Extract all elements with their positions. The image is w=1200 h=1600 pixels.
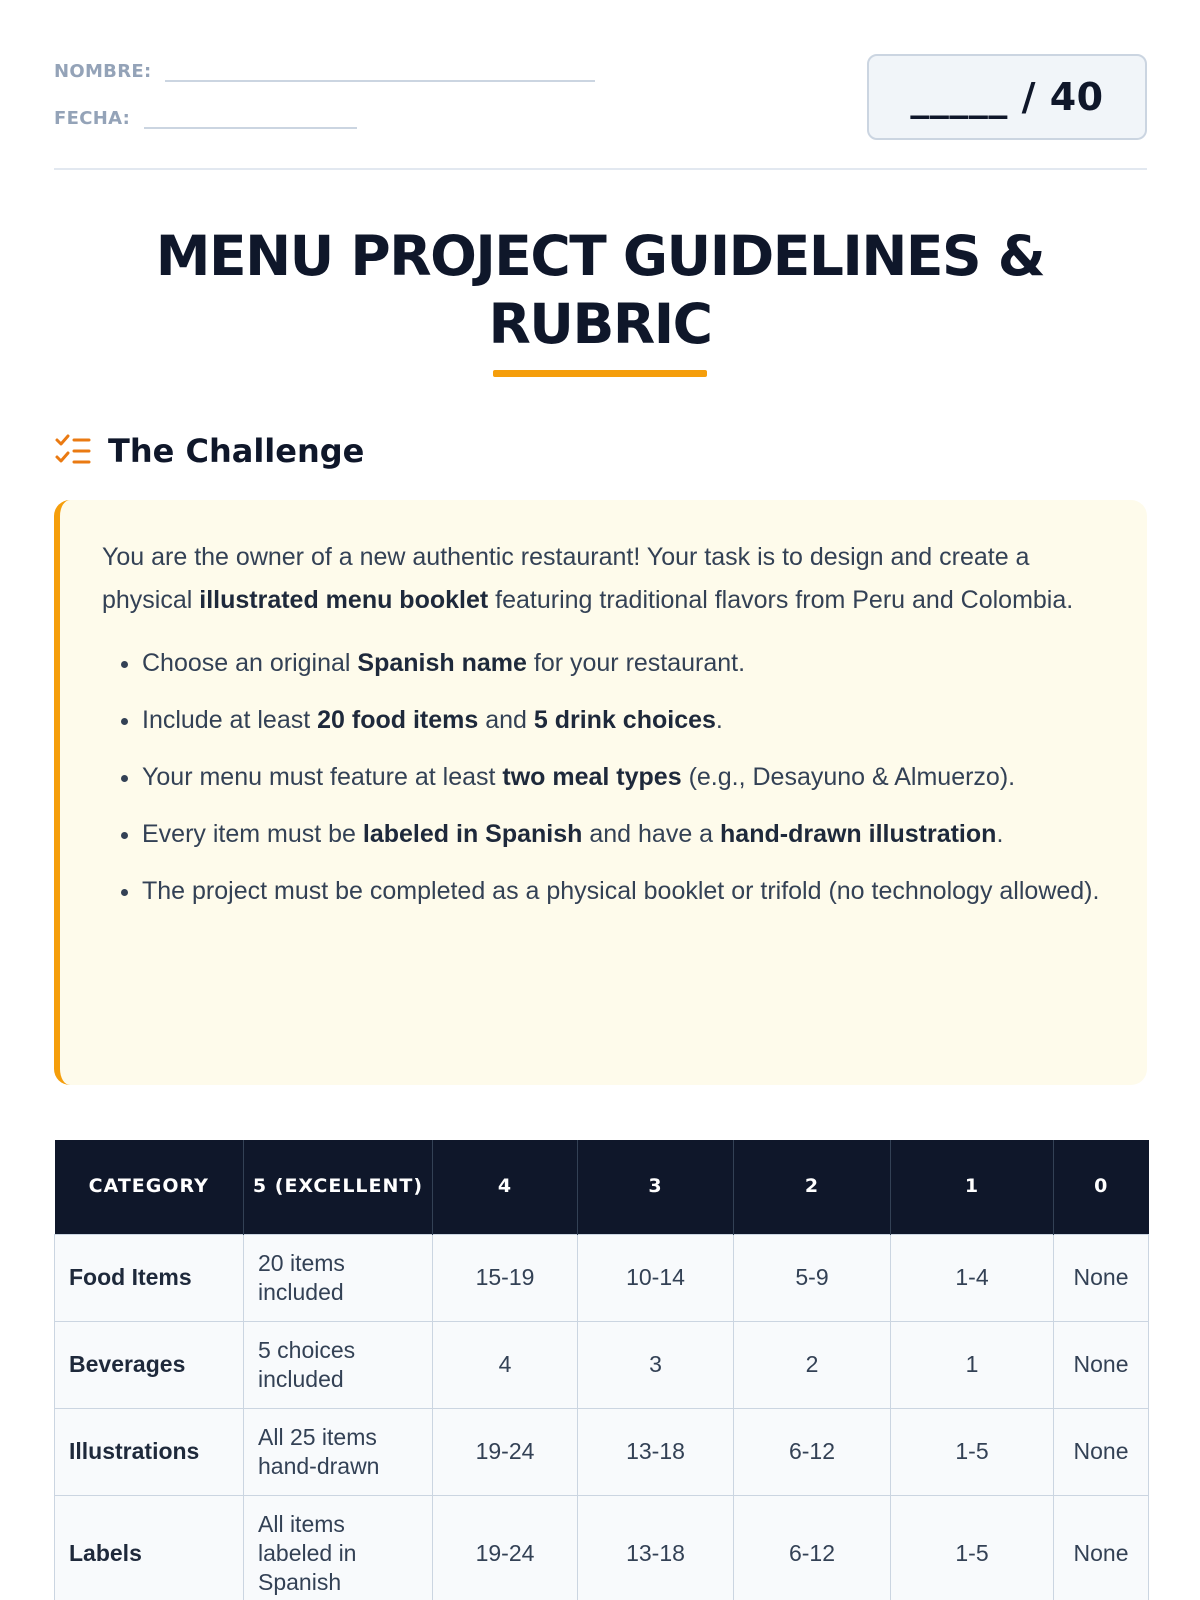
table-cell: 6-12 (734, 1408, 891, 1495)
header-score-0: 0 (1054, 1140, 1149, 1234)
requirements-list (102, 642, 1107, 913)
category-cell: Illustrations (55, 1408, 244, 1495)
title-underline (493, 370, 707, 377)
text-segment: for your restaurant. (526, 649, 746, 677)
category-cell: Beverages (55, 1321, 244, 1408)
emphasis-text: 20 food items (317, 706, 479, 734)
score-text: _____ / 40 (910, 75, 1104, 119)
header-score-4: 4 (433, 1140, 578, 1234)
header-score-2: 2 (734, 1140, 891, 1234)
requirement-item (142, 699, 1107, 742)
emphasis-text: hand-drawn illustration (720, 820, 997, 848)
text-segment: (e.g., Desayuno & Almuerzo). (681, 763, 1016, 791)
text-segment: The project must be completed as a physical booklet or trifold (no technology allowed). (142, 877, 1100, 905)
table-cell: 3 (578, 1321, 734, 1408)
table-cell: All items labeled in Spanish (244, 1495, 433, 1600)
emphasis-text: two meal types (502, 763, 682, 791)
table-cell: 19-24 (433, 1495, 578, 1600)
table-row (55, 1321, 1149, 1408)
header-score-5: 5 (EXCELLENT) (244, 1140, 433, 1234)
page-title-line-1: MENU PROJECT GUIDELINES & (155, 224, 1045, 288)
table-cell: None (1054, 1408, 1149, 1495)
name-label: NOMBRE: (54, 61, 152, 82)
table-cell: 13-18 (578, 1495, 734, 1600)
text-segment: . (715, 706, 723, 734)
table-cell: 1-4 (891, 1234, 1054, 1321)
table-cell: 2 (734, 1321, 891, 1408)
challenge-callout (54, 500, 1147, 1085)
name-line[interactable] (165, 60, 595, 82)
text-segment: . (996, 820, 1004, 848)
date-line[interactable] (144, 107, 357, 129)
table-row (55, 1408, 1149, 1495)
table-cell: 6-12 (734, 1495, 891, 1600)
emphasis-text: 5 drink choices (533, 706, 716, 734)
table-cell: None (1054, 1321, 1149, 1408)
section-title: The Challenge (108, 432, 365, 470)
requirement-item (142, 813, 1107, 856)
table-row (55, 1495, 1149, 1600)
category-cell: Labels (55, 1495, 244, 1600)
name-field (54, 60, 595, 82)
checklist-icon (54, 432, 92, 470)
header-score-1: 1 (891, 1140, 1054, 1234)
rubric-header-row (55, 1140, 1149, 1234)
table-cell: 10-14 (578, 1234, 734, 1321)
page-title-line-2: RUBRIC (488, 292, 712, 356)
table-cell: 1-5 (891, 1495, 1054, 1600)
text-segment: Include at least (142, 706, 318, 734)
text-segment: Your menu must feature at least (142, 763, 503, 791)
table-cell: 1 (891, 1321, 1054, 1408)
text-segment: and have a (582, 820, 721, 848)
text-segment: and (478, 706, 534, 734)
table-cell: 4 (433, 1321, 578, 1408)
table-cell: 5 choices included (244, 1321, 433, 1408)
challenge-intro (102, 536, 1107, 622)
emphasis-text: labeled in Spanish (362, 820, 583, 848)
table-cell: None (1054, 1234, 1149, 1321)
requirement-item (142, 642, 1107, 685)
emphasis-text: Spanish name (357, 649, 527, 677)
score-box (867, 54, 1147, 140)
table-cell: 19-24 (433, 1408, 578, 1495)
table-cell: 20 items included (244, 1234, 433, 1321)
rubric-table (54, 1140, 1149, 1600)
emphasis-text: illustrated menu booklet (199, 586, 489, 614)
header-score-3: 3 (578, 1140, 734, 1234)
student-header (54, 52, 1147, 170)
table-row (55, 1234, 1149, 1321)
table-cell: None (1054, 1495, 1149, 1600)
requirement-item (142, 756, 1107, 799)
category-cell: Food Items (55, 1234, 244, 1321)
requirement-item (142, 870, 1107, 913)
table-cell: 15-19 (433, 1234, 578, 1321)
text-segment: featuring traditional flavors from Peru and Colombia. (488, 586, 1074, 614)
text-segment: Choose an original (142, 649, 358, 677)
table-cell: 1-5 (891, 1408, 1054, 1495)
table-cell: 13-18 (578, 1408, 734, 1495)
header-category: CATEGORY (55, 1140, 244, 1234)
table-cell: All 25 items hand-drawn (244, 1408, 433, 1495)
page-title (0, 222, 1200, 358)
date-label: FECHA: (54, 108, 131, 129)
text-segment: Every item must be (142, 820, 363, 848)
table-cell: 5-9 (734, 1234, 891, 1321)
date-field (54, 107, 357, 129)
text-segment: You are the owner of a new authentic restaurant! Your task is to design and create a physical (102, 543, 1030, 614)
challenge-heading (54, 432, 364, 470)
